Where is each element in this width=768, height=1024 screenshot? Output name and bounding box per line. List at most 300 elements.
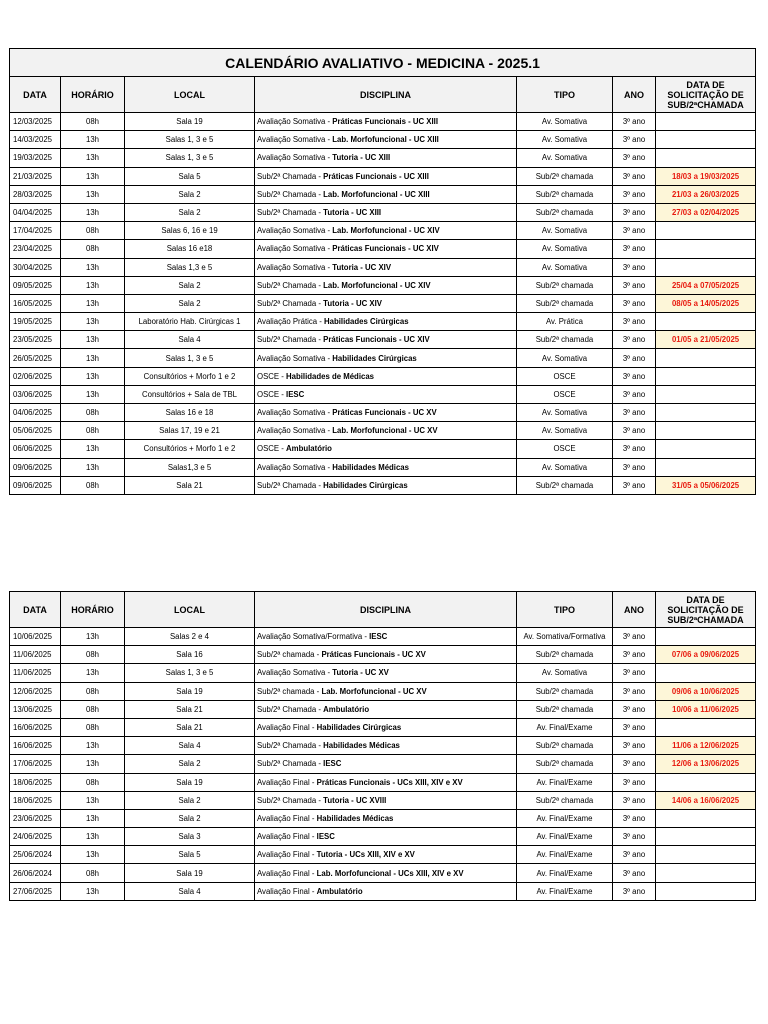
disciplina-name: Habilidades Cirúrgicas bbox=[316, 723, 402, 733]
disciplina-name: Habilidades de Médicas bbox=[286, 371, 374, 381]
cell-tipo: Av. Final/Exame bbox=[517, 718, 613, 736]
cell-solicitacao: 07/06 a 09/06/2025 bbox=[656, 646, 756, 664]
cell-ano: 3º ano bbox=[613, 294, 656, 312]
cell-data: 04/04/2025 bbox=[10, 203, 61, 221]
disciplina-prefix: Sub/2ª Chamada - bbox=[257, 335, 324, 345]
disciplina-name: Práticas Funcionais - UC XIV bbox=[332, 244, 439, 254]
disciplina-prefix: Avaliação Somativa/Formativa - bbox=[257, 632, 370, 642]
cell-tipo: Av. Somativa bbox=[517, 240, 613, 258]
cell-data: 06/06/2025 bbox=[10, 440, 61, 458]
cell-horario: 08h bbox=[61, 240, 125, 258]
cell-solicitacao: 31/05 a 05/06/2025 bbox=[656, 476, 756, 494]
cell-local: Sala 5 bbox=[125, 846, 255, 864]
disciplina-name: Lab. Morfofuncional - UC XIII bbox=[332, 135, 439, 145]
cell-disciplina bbox=[255, 313, 517, 331]
table-row bbox=[10, 349, 756, 367]
cell-horario: 08h bbox=[61, 422, 125, 440]
cell-horario: 13h bbox=[61, 276, 125, 294]
cell-tipo: Av. Somativa bbox=[517, 349, 613, 367]
table-row bbox=[10, 700, 756, 718]
cell-solicitacao: 18/03 a 19/03/2025 bbox=[656, 167, 756, 185]
cell-ano: 3º ano bbox=[613, 700, 656, 718]
cell-ano: 3º ano bbox=[613, 440, 656, 458]
cell-horario: 13h bbox=[61, 755, 125, 773]
disciplina-name: Lab. Morfofuncional - UC XIII bbox=[323, 189, 430, 199]
cell-data: 03/06/2025 bbox=[10, 385, 61, 403]
cell-data: 16/05/2025 bbox=[10, 294, 61, 312]
cell-local: Salas 1,3 e 5 bbox=[125, 258, 255, 276]
cell-horario: 13h bbox=[61, 349, 125, 367]
cell-horario: 13h bbox=[61, 791, 125, 809]
disciplina-name: Tutoria - UC XIV bbox=[323, 298, 382, 308]
cell-tipo: Av. Final/Exame bbox=[517, 882, 613, 900]
cell-solicitacao bbox=[656, 222, 756, 240]
cell-horario: 13h bbox=[61, 185, 125, 203]
disciplina-name: Habilidades Cirúrgicas bbox=[332, 353, 417, 363]
cell-ano: 3º ano bbox=[613, 828, 656, 846]
cell-data: 10/06/2025 bbox=[10, 628, 61, 646]
cell-solicitacao bbox=[656, 131, 756, 149]
cell-data: 14/03/2025 bbox=[10, 131, 61, 149]
cell-disciplina bbox=[255, 203, 517, 221]
cell-data: 23/06/2025 bbox=[10, 809, 61, 827]
cell-tipo: Sub/2ª chamada bbox=[517, 203, 613, 221]
disciplina-prefix: Avaliação Somativa - bbox=[257, 117, 333, 127]
disciplina-name: IESC bbox=[369, 632, 388, 642]
cell-ano: 3º ano bbox=[613, 203, 656, 221]
cell-ano: 3º ano bbox=[613, 773, 656, 791]
cell-local: Salas1,3 e 5 bbox=[125, 458, 255, 476]
cell-solicitacao bbox=[656, 828, 756, 846]
cell-horario: 13h bbox=[61, 313, 125, 331]
cell-tipo: Av. Final/Exame bbox=[517, 809, 613, 827]
cell-tipo: Sub/2ª chamada bbox=[517, 276, 613, 294]
cell-disciplina bbox=[255, 349, 517, 367]
disciplina-prefix: Avaliação Somativa - bbox=[257, 153, 333, 163]
cell-horario: 13h bbox=[61, 828, 125, 846]
cell-disciplina bbox=[255, 167, 517, 185]
cell-disciplina bbox=[255, 258, 517, 276]
cell-ano: 3º ano bbox=[613, 113, 656, 131]
disciplina-name: Ambulatório bbox=[316, 886, 363, 896]
cell-horario: 13h bbox=[61, 294, 125, 312]
cell-disciplina bbox=[255, 331, 517, 349]
cell-local: Sala 2 bbox=[125, 755, 255, 773]
cell-data: 13/06/2025 bbox=[10, 700, 61, 718]
table-row bbox=[10, 422, 756, 440]
cell-horario: 08h bbox=[61, 864, 125, 882]
table-row bbox=[10, 440, 756, 458]
cell-ano: 3º ano bbox=[613, 882, 656, 900]
cell-tipo: Av. Somativa bbox=[517, 149, 613, 167]
disciplina-prefix: Avaliação Final - bbox=[257, 813, 317, 823]
cell-solicitacao bbox=[656, 718, 756, 736]
cell-solicitacao bbox=[656, 882, 756, 900]
disciplina-prefix: Avaliação Somativa - bbox=[257, 462, 333, 472]
cell-local: Sala 21 bbox=[125, 718, 255, 736]
cell-local: Salas 17, 19 e 21 bbox=[125, 422, 255, 440]
cell-solicitacao bbox=[656, 422, 756, 440]
disciplina-name: Lab. Morfofuncional - UC XIV bbox=[332, 226, 440, 236]
cell-horario: 08h bbox=[61, 773, 125, 791]
cell-ano: 3º ano bbox=[613, 367, 656, 385]
disciplina-prefix: Avaliação Prática - bbox=[257, 317, 325, 327]
cell-disciplina bbox=[255, 809, 517, 827]
disciplina-name: Habilidades Cirúrgicas bbox=[324, 317, 409, 327]
cell-ano: 3º ano bbox=[613, 628, 656, 646]
disciplina-name: Tutoria - UC XVIII bbox=[323, 795, 387, 805]
cell-local: Sala 3 bbox=[125, 828, 255, 846]
cell-ano: 3º ano bbox=[613, 682, 656, 700]
table-row bbox=[10, 385, 756, 403]
disciplina-name: Tutoria - UCs XIII, XIV e XV bbox=[316, 850, 415, 860]
cell-tipo: Av. Somativa bbox=[517, 222, 613, 240]
cell-solicitacao bbox=[656, 149, 756, 167]
cell-local: Consultórios + Morfo 1 e 2 bbox=[125, 440, 255, 458]
cell-disciplina bbox=[255, 664, 517, 682]
table-row bbox=[10, 664, 756, 682]
cell-local: Sala 2 bbox=[125, 276, 255, 294]
disciplina-name: Tutoria - UC XIV bbox=[332, 262, 392, 272]
cell-tipo: Sub/2ª chamada bbox=[517, 167, 613, 185]
cell-tipo: Av. Somativa bbox=[517, 422, 613, 440]
col-header-local: LOCAL bbox=[125, 77, 255, 113]
disciplina-prefix: OSCE - bbox=[257, 371, 287, 381]
disciplina-prefix: Avaliação Somativa - bbox=[257, 408, 333, 418]
cell-horario: 08h bbox=[61, 700, 125, 718]
cell-data: 17/06/2025 bbox=[10, 755, 61, 773]
cell-local: Salas 1, 3 e 5 bbox=[125, 349, 255, 367]
cell-solicitacao bbox=[656, 240, 756, 258]
cell-tipo: Sub/2ª chamada bbox=[517, 294, 613, 312]
cell-data: 26/05/2025 bbox=[10, 349, 61, 367]
cell-tipo: OSCE bbox=[517, 440, 613, 458]
cell-disciplina bbox=[255, 440, 517, 458]
cell-data: 25/06/2024 bbox=[10, 846, 61, 864]
disciplina-prefix: Avaliação Somativa - bbox=[257, 226, 333, 236]
disciplina-prefix: Sub/2ª chamada - bbox=[257, 650, 322, 660]
cell-data: 04/06/2025 bbox=[10, 404, 61, 422]
cell-local: Sala 2 bbox=[125, 185, 255, 203]
cell-horario: 13h bbox=[61, 628, 125, 646]
table-row bbox=[10, 167, 756, 185]
cell-local: Salas 1, 3 e 5 bbox=[125, 131, 255, 149]
cell-ano: 3º ano bbox=[613, 258, 656, 276]
cell-solicitacao bbox=[656, 458, 756, 476]
disciplina-prefix: Avaliação Somativa - bbox=[257, 244, 333, 254]
cell-horario: 13h bbox=[61, 737, 125, 755]
cell-ano: 3º ano bbox=[613, 646, 656, 664]
disciplina-name: Tutoria - UC XIII bbox=[332, 153, 391, 163]
col-header-solicitacao: DATA DE SOLICITAÇÃO DE SUB/2ªCHAMADA bbox=[656, 77, 756, 113]
cell-data: 16/06/2025 bbox=[10, 718, 61, 736]
cell-disciplina bbox=[255, 718, 517, 736]
disciplina-prefix: Sub/2ª Chamada - bbox=[257, 480, 324, 490]
disciplina-prefix: Avaliação Final - bbox=[257, 723, 317, 733]
disciplina-prefix: Sub/2ª Chamada - bbox=[257, 189, 324, 199]
cell-data: 09/06/2025 bbox=[10, 476, 61, 494]
cell-disciplina bbox=[255, 367, 517, 385]
cell-local: Salas 6, 16 e 19 bbox=[125, 222, 255, 240]
disciplina-prefix: Avaliação Somativa - bbox=[257, 135, 333, 145]
cell-ano: 3º ano bbox=[613, 149, 656, 167]
cell-solicitacao bbox=[656, 809, 756, 827]
disciplina-name: Lab. Morfofuncional - UCs XIII, XIV e XV bbox=[316, 868, 464, 878]
table-body-2 bbox=[10, 628, 756, 901]
cell-disciplina bbox=[255, 682, 517, 700]
cell-disciplina bbox=[255, 422, 517, 440]
cell-horario: 13h bbox=[61, 149, 125, 167]
disciplina-name: Habilidades Médicas bbox=[316, 813, 394, 823]
table-row bbox=[10, 846, 756, 864]
cell-disciplina bbox=[255, 385, 517, 403]
cell-horario: 08h bbox=[61, 646, 125, 664]
table-row bbox=[10, 276, 756, 294]
table-row bbox=[10, 404, 756, 422]
table-row bbox=[10, 628, 756, 646]
table-row bbox=[10, 203, 756, 221]
disciplina-prefix: Avaliação Final - bbox=[257, 868, 317, 878]
disciplina-prefix: Avaliação Final - bbox=[257, 850, 317, 860]
cell-disciplina bbox=[255, 846, 517, 864]
table-row bbox=[10, 313, 756, 331]
cell-solicitacao bbox=[656, 113, 756, 131]
cell-horario: 13h bbox=[61, 367, 125, 385]
cell-horario: 13h bbox=[61, 664, 125, 682]
cell-solicitacao bbox=[656, 258, 756, 276]
cell-disciplina bbox=[255, 276, 517, 294]
cell-solicitacao bbox=[656, 864, 756, 882]
cell-ano: 3º ano bbox=[613, 313, 656, 331]
cell-tipo: Av. Final/Exame bbox=[517, 773, 613, 791]
cell-local: Salas 1, 3 e 5 bbox=[125, 664, 255, 682]
cell-data: 09/06/2025 bbox=[10, 458, 61, 476]
cell-solicitacao: 27/03 a 02/04/2025 bbox=[656, 203, 756, 221]
table-row bbox=[10, 682, 756, 700]
cell-tipo: Av. Final/Exame bbox=[517, 864, 613, 882]
cell-tipo: Sub/2ª chamada bbox=[517, 755, 613, 773]
cell-local: Sala 2 bbox=[125, 809, 255, 827]
cell-local: Sala 4 bbox=[125, 737, 255, 755]
cell-data: 11/06/2025 bbox=[10, 664, 61, 682]
disciplina-name: Habilidades Cirúrgicas bbox=[323, 480, 408, 490]
cell-data: 21/03/2025 bbox=[10, 167, 61, 185]
cell-horario: 13h bbox=[61, 203, 125, 221]
table-row bbox=[10, 718, 756, 736]
cell-data: 16/06/2025 bbox=[10, 737, 61, 755]
cell-tipo: Sub/2ª chamada bbox=[517, 185, 613, 203]
cell-local: Consultórios + Sala de TBL bbox=[125, 385, 255, 403]
col-header-solicitacao: DATA DE SOLICITAÇÃO DE SUB/2ªCHAMADA bbox=[656, 592, 756, 628]
cell-disciplina bbox=[255, 476, 517, 494]
col-header-horario: HORÁRIO bbox=[61, 592, 125, 628]
disciplina-prefix: Avaliação Somativa - bbox=[257, 353, 333, 363]
cell-data: 17/04/2025 bbox=[10, 222, 61, 240]
cell-data: 19/03/2025 bbox=[10, 149, 61, 167]
table-row bbox=[10, 737, 756, 755]
disciplina-name: Lab. Morfofuncional - UC XV bbox=[332, 426, 438, 436]
cell-ano: 3º ano bbox=[613, 846, 656, 864]
disciplina-name: Habilidades Médicas bbox=[323, 741, 400, 751]
disciplina-name: Práticas Funcionais - UCs XIII, XIV e XV bbox=[316, 777, 463, 787]
cell-tipo: OSCE bbox=[517, 385, 613, 403]
cell-local: Sala 2 bbox=[125, 791, 255, 809]
cell-solicitacao: 09/06 a 10/06/2025 bbox=[656, 682, 756, 700]
cell-local: Sala 4 bbox=[125, 882, 255, 900]
cell-data: 23/04/2025 bbox=[10, 240, 61, 258]
disciplina-prefix: Sub/2ª Chamada - bbox=[257, 208, 324, 218]
table-row bbox=[10, 809, 756, 827]
table-row bbox=[10, 864, 756, 882]
table-row bbox=[10, 646, 756, 664]
table-row bbox=[10, 258, 756, 276]
col-header-disciplina: DISCIPLINA bbox=[255, 77, 517, 113]
cell-tipo: Av. Somativa bbox=[517, 258, 613, 276]
cell-disciplina bbox=[255, 185, 517, 203]
disciplina-prefix: Sub/2ª Chamada - bbox=[257, 741, 324, 751]
table-row bbox=[10, 222, 756, 240]
cell-disciplina bbox=[255, 628, 517, 646]
disciplina-name: Tutoria - UC XIII bbox=[323, 208, 382, 218]
cell-ano: 3º ano bbox=[613, 864, 656, 882]
cell-disciplina bbox=[255, 149, 517, 167]
cell-solicitacao: 25/04 a 07/05/2025 bbox=[656, 276, 756, 294]
table-row bbox=[10, 791, 756, 809]
cell-solicitacao bbox=[656, 367, 756, 385]
cell-ano: 3º ano bbox=[613, 240, 656, 258]
table-body-1 bbox=[10, 113, 756, 495]
cell-data: 28/03/2025 bbox=[10, 185, 61, 203]
cell-tipo: Sub/2ª chamada bbox=[517, 682, 613, 700]
disciplina-prefix: Sub/2ª Chamada - bbox=[257, 795, 324, 805]
col-header-disciplina: DISCIPLINA bbox=[255, 592, 517, 628]
col-header-data: DATA bbox=[10, 77, 61, 113]
disciplina-prefix: Sub/2ª Chamada - bbox=[257, 298, 324, 308]
cell-disciplina bbox=[255, 646, 517, 664]
disciplina-name: Ambulatório bbox=[286, 444, 332, 454]
cell-ano: 3º ano bbox=[613, 664, 656, 682]
disciplina-prefix: Sub/2ª chamada - bbox=[257, 686, 322, 696]
cell-horario: 13h bbox=[61, 809, 125, 827]
col-header-local: LOCAL bbox=[125, 592, 255, 628]
table-row bbox=[10, 240, 756, 258]
disciplina-name: Práticas Funcionais - UC XV bbox=[332, 408, 437, 418]
cell-local: Salas 1, 3 e 5 bbox=[125, 149, 255, 167]
cell-disciplina bbox=[255, 828, 517, 846]
disciplina-prefix: Sub/2ª Chamada - bbox=[257, 280, 324, 290]
cell-ano: 3º ano bbox=[613, 349, 656, 367]
cell-disciplina bbox=[255, 404, 517, 422]
cell-horario: 13h bbox=[61, 458, 125, 476]
cell-ano: 3º ano bbox=[613, 476, 656, 494]
table-header-row bbox=[10, 77, 756, 113]
disciplina-name: Ambulatório bbox=[323, 704, 370, 714]
cell-solicitacao bbox=[656, 664, 756, 682]
cell-solicitacao: 11/06 a 12/06/2025 bbox=[656, 737, 756, 755]
disciplina-name: Práticas Funcionais - UC XIII bbox=[332, 117, 438, 127]
disciplina-prefix: Avaliação Final - bbox=[257, 832, 317, 842]
disciplina-name: Práticas Funcionais - UC XV bbox=[321, 650, 426, 660]
cell-ano: 3º ano bbox=[613, 222, 656, 240]
cell-tipo: Av. Somativa bbox=[517, 458, 613, 476]
cell-local: Sala 19 bbox=[125, 113, 255, 131]
cell-data: 09/05/2025 bbox=[10, 276, 61, 294]
cell-local: Sala 16 bbox=[125, 646, 255, 664]
table-row bbox=[10, 755, 756, 773]
cell-disciplina bbox=[255, 131, 517, 149]
cell-horario: 13h bbox=[61, 385, 125, 403]
disciplina-name: Habilidades Médicas bbox=[332, 462, 409, 472]
cell-data: 05/06/2025 bbox=[10, 422, 61, 440]
schedule-table-1 bbox=[9, 48, 756, 495]
cell-local: Consultórios + Morfo 1 e 2 bbox=[125, 367, 255, 385]
cell-data: 12/06/2025 bbox=[10, 682, 61, 700]
cell-solicitacao bbox=[656, 313, 756, 331]
table-row bbox=[10, 882, 756, 900]
cell-data: 11/06/2025 bbox=[10, 646, 61, 664]
cell-data: 19/05/2025 bbox=[10, 313, 61, 331]
cell-tipo: Av. Somativa bbox=[517, 113, 613, 131]
disciplina-name: Práticas Funcionais - UC XIV bbox=[323, 335, 430, 345]
cell-local: Salas 2 e 4 bbox=[125, 628, 255, 646]
disciplina-name: IESC bbox=[286, 389, 305, 399]
cell-solicitacao bbox=[656, 385, 756, 403]
col-header-ano: ANO bbox=[613, 592, 656, 628]
disciplina-name: Práticas Funcionais - UC XIII bbox=[323, 171, 429, 181]
table-row bbox=[10, 773, 756, 791]
cell-ano: 3º ano bbox=[613, 809, 656, 827]
cell-solicitacao: 10/06 a 11/06/2025 bbox=[656, 700, 756, 718]
table-row bbox=[10, 476, 756, 494]
cell-solicitacao bbox=[656, 440, 756, 458]
page-title: CALENDÁRIO AVALIATIVO - MEDICINA - 2025.1 bbox=[10, 49, 756, 77]
cell-ano: 3º ano bbox=[613, 755, 656, 773]
cell-local: Sala 19 bbox=[125, 864, 255, 882]
cell-disciplina bbox=[255, 773, 517, 791]
cell-tipo: Av. Somativa/Formativa bbox=[517, 628, 613, 646]
cell-tipo: Av. Prática bbox=[517, 313, 613, 331]
cell-horario: 13h bbox=[61, 167, 125, 185]
cell-tipo: Av. Final/Exame bbox=[517, 846, 613, 864]
cell-solicitacao: 12/06 a 13/06/2025 bbox=[656, 755, 756, 773]
table-row bbox=[10, 458, 756, 476]
cell-horario: 08h bbox=[61, 718, 125, 736]
cell-horario: 08h bbox=[61, 404, 125, 422]
cell-data: 24/06/2025 bbox=[10, 828, 61, 846]
disciplina-prefix: Avaliação Somativa - bbox=[257, 262, 333, 272]
cell-tipo: Av. Somativa bbox=[517, 404, 613, 422]
col-header-tipo: TIPO bbox=[517, 77, 613, 113]
cell-data: 18/06/2025 bbox=[10, 791, 61, 809]
cell-tipo: Sub/2ª chamada bbox=[517, 331, 613, 349]
cell-disciplina bbox=[255, 458, 517, 476]
cell-horario: 13h bbox=[61, 258, 125, 276]
col-header-data: DATA bbox=[10, 592, 61, 628]
cell-solicitacao bbox=[656, 628, 756, 646]
cell-disciplina bbox=[255, 240, 517, 258]
cell-ano: 3º ano bbox=[613, 131, 656, 149]
cell-disciplina bbox=[255, 791, 517, 809]
cell-tipo: Sub/2ª chamada bbox=[517, 476, 613, 494]
cell-solicitacao bbox=[656, 773, 756, 791]
cell-solicitacao bbox=[656, 404, 756, 422]
cell-data: 02/06/2025 bbox=[10, 367, 61, 385]
cell-disciplina bbox=[255, 294, 517, 312]
cell-data: 27/06/2025 bbox=[10, 882, 61, 900]
disciplina-prefix: Avaliação Somativa - bbox=[257, 668, 333, 678]
disciplina-prefix: OSCE - bbox=[257, 389, 287, 399]
cell-horario: 13h bbox=[61, 882, 125, 900]
